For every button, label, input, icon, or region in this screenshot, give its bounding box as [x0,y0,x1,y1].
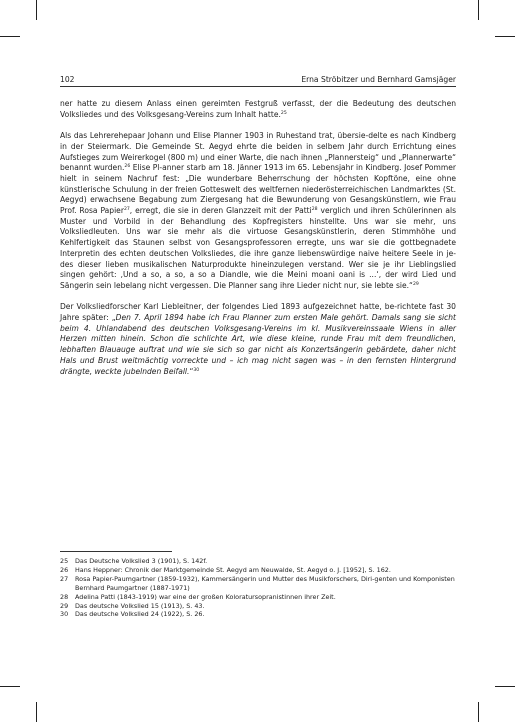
footnote-28: 28 Adelina Patti (1843-1919) war eine der großen Koloratursopranistinnen ihrer Zeit. [60,592,336,601]
paragraph-2: Als das Lehrerehepaar Johann und Elise Planner 1903 in Ruhestand trat, übersie-delte es nach Kindberg in der Steiermark. Die Gemeinde St. Aegyd ehrte die beiden in selbem Jahr durch Errichtung eines Aufstieges zum Weirerkogel (800 m) und einer Warte, die nach ihnen „Plannersteig“ und „Plannerwarte“ benannt wurden.$^{26}$ Elise Pl-anner starb am 18. Jänner 1913 im 65. Lebensjahr in Kindberg. Josef Pommer hielt in seinem Nachruf fest: „Die wunderbare Beherrschung der höchsten Kopftöne, eine ohne künstlerische Schulung in der freien Gotteswelt des weltfernen niederösterreichischen Landmarktes (St. Aegyd) erwachsene Begabung zum Ziergesang hat die Bewunderung von Gesangskünstlern, wie Frau Prof. Rosa Papier$^{27}$, erregt, die sie in deren Glanzzeit mit der Patti$^{28}$ verglich und ihren Schülerinnen als Muster und Vorbild in der Behandlung des Kopfregisters hinstellte. Uns war sie mehr, uns Volksliedleuten. Uns war sie mehr als die virtuose Gesangskünstlerin, deren Stimmhöhe und Kehlfertigkeit das Staunen selbst von Gesangsprofessoren erregte, uns war sie die gottbegnadete Interpretin des echten deutschen Volksliedes, die ihre ganze liebenswürdige naive heitere Seele in je-des dieser lieben musikalischen Naturprodukte hineinzulegen verstand. Wer sie je ihr Lieblingslied singen gehört: ‚Und a so, a so, a so a Diandle, wie die Meini moani oani is ...‘, der wird Lied und Sängerin sein lebelang nicht vergessen. Die Planner sang ihre Lieder nicht nur, sie lebte sie.“$^{29}$ [60,131,457,290]
footnote-ref-26[interactable]: 26 [124,164,131,170]
footnotes [60,557,456,619]
footnote-ref-30[interactable]: 30 [193,367,200,373]
crop-mark-bottom-right-horizontal [495,686,515,687]
footnote-ref-25[interactable]: 25 [280,110,287,116]
quotation-italic: Den 7. April 1894 habe ich Frau Planner zum ersten Male gehört. Damals sang sie sicht beim 4. Uhlandabend des deutschen Volksgesang-Vereins im kl. Musikvereinssaale Wiens in aller Herzen mitten hinein. Schon die schlichte Art, wie diese kleine, runde Frau mit dem freundlichen, lebhaften Blauauge auftrat und wie sie sich so gar nicht als Konzertsängerin gebärdete, daher nicht Hals und Brust weitmächtig vorreckte und – ich mag nicht sagen was – in den fernsten Hintergrund drängte, weckte jubelnden Beifall. [60,313,456,376]
body-text [60,99,456,388]
footnote-25: 25 Das Deutsche Volkslied 3 (1901), S. 142f. [60,557,208,565]
crop-mark-top-left-horizontal [0,36,20,37]
footnote-separator [60,551,172,552]
crop-mark-bottom-left-horizontal [0,686,20,687]
footnote-ref-28[interactable]: 28 [311,207,318,213]
crop-mark-bottom-right-vertical [478,702,479,722]
footnote-27: 27 Rosa Papier-Paumgartner (1859-1932), Kammersängerin und Mutter des Musikforschers, Diri-genten und Komponisten Bernhard Paumgartner (1887-1971) [60,574,455,592]
running-title: Erna Ströbitzer und Bernhard Gamsjäger [301,75,456,84]
crop-mark-top-right-vertical [478,0,479,20]
header-rule [60,86,456,87]
page-number: 102 [60,75,75,84]
footnote-ref-29[interactable]: 29 [412,281,419,287]
paragraph-3: Der Volksliedforscher Karl Liebleitner, der folgendes Lied 1893 aufgezeichnet hatte, be-richtete fast 30 Jahre später: „Den 7. April 1894 habe ich Frau Planner zum ersten Male gehört. Damals sang sie sicht beim 4. Uhlandabend des deutschen Volksgesang-Vereins im kl. Musikvereinssaale Wiens in aller Herzen mitten hinein. Schon die schlichte Art, wie diese kleine, runde Frau mit dem freundlichen, lebhaften Blauauge auftrat und wie sie sich so gar nicht als Konzertsängerin gebärdete, daher nicht Hals und Brust weitmächtig vorreckte und – ich mag nicht sagen was – in den fernsten Hintergrund drängte, weckte jubelnden Beifall.“$^{30}$ [60,302,456,376]
footnote-ref-27[interactable]: 27 [123,207,130,213]
paragraph-1: ner hatte zu diesem Anlass einen gereimten Festgruß verfasst, der die Bedeutung des deutschen Volksliedes und des Volksgesang-Vereins zum Inhalt hatte.$^{25}$ [60,99,456,119]
footnote-29: 29 Das deutsche Volkslied 15 (1913), S. 43. [60,601,205,610]
footnote-30: 30 Das deutsche Volkslied 24 (1922), S. 26. [60,610,205,619]
footnote-26: 26 Hans Heppner: Chronik der Marktgemeinde St. Aegyd am Neuwalde, St. Aegyd o. J. [1952], S. 162. [60,565,391,574]
crop-mark-top-left-vertical [36,0,37,20]
crop-mark-top-right-horizontal [495,36,515,37]
crop-mark-bottom-left-vertical [36,702,37,722]
